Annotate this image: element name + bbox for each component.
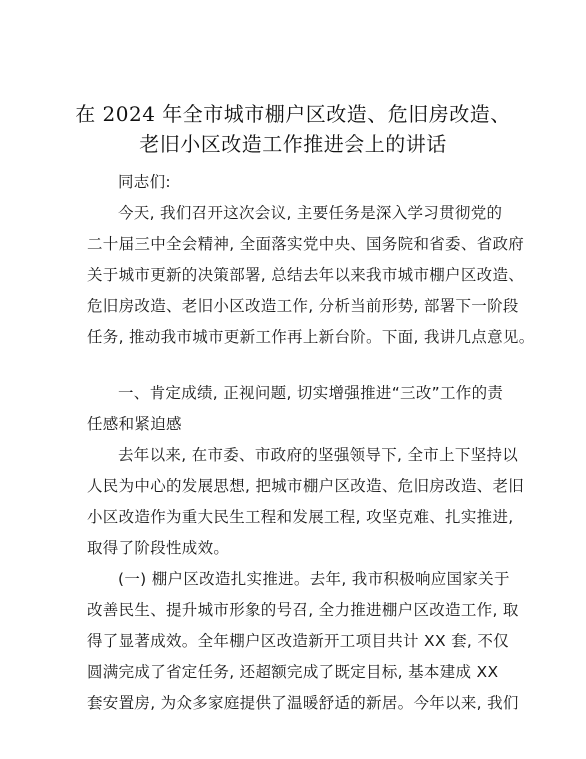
intro-line: 任务, 推动我市城市更新工作再上新台阶。下面, 我讲几点意见。 [87, 328, 535, 346]
section-heading-line: 任感和紧迫感 [87, 415, 182, 433]
document-title-line-1: 在 2024 年全市城市棚户区改造、危旧房改造、 [75, 102, 511, 126]
intro-line: 今天, 我们召开这次会议, 主要任务是深入学习贯彻党的 [118, 204, 503, 222]
intro-line: 危旧房改造、老旧小区改造工作, 分析当前形势, 部署下一阶段 [87, 297, 519, 315]
section-paragraph-line: 去年以来, 在市委、市政府的坚强领导下, 全市上下坚持以 [118, 446, 519, 464]
salutation: 同志们: [118, 173, 171, 191]
section-heading-line: 一、肯定成绩, 正视问题, 切实增强推进“三改”工作的责 [118, 384, 504, 402]
subsection-paragraph-line: (一) 棚户区改造扎实推进。去年, 我市积极响应国家关于 [118, 570, 510, 588]
subsection-paragraph-line: 改善民生、提升城市形象的号召, 全力推进棚户区改造工作, 取 [87, 601, 519, 619]
section-paragraph-line: 人民为中心的发展思想, 把城市棚户区改造、危旧房改造、老旧 [87, 477, 525, 495]
section-paragraph-line: 取得了阶段性成效。 [87, 539, 230, 557]
section-paragraph-line: 小区改造作为重大民生工程和发展工程, 攻坚克难、扎实推进, [87, 508, 514, 526]
subsection-paragraph-line: 套安置房, 为众多家庭提供了温暖舒适的新居。今年以来, 我们 [87, 694, 519, 712]
intro-line: 二十届三中全会精神, 全面落实党中央、国务院和省委、省政府 [87, 235, 525, 253]
intro-line: 关于城市更新的决策部署, 总结去年以来我市城市棚户区改造、 [87, 266, 525, 284]
subsection-paragraph-line: 圆满完成了省定任务, 还超额完成了既定目标, 基本建成 XX [87, 663, 499, 681]
document-title-line-2: 老旧小区改造工作推进会上的讲话 [139, 132, 447, 156]
subsection-paragraph-line: 得了显著成效。全年棚户区改造新开工项目共计 XX 套, 不仅 [87, 632, 509, 650]
